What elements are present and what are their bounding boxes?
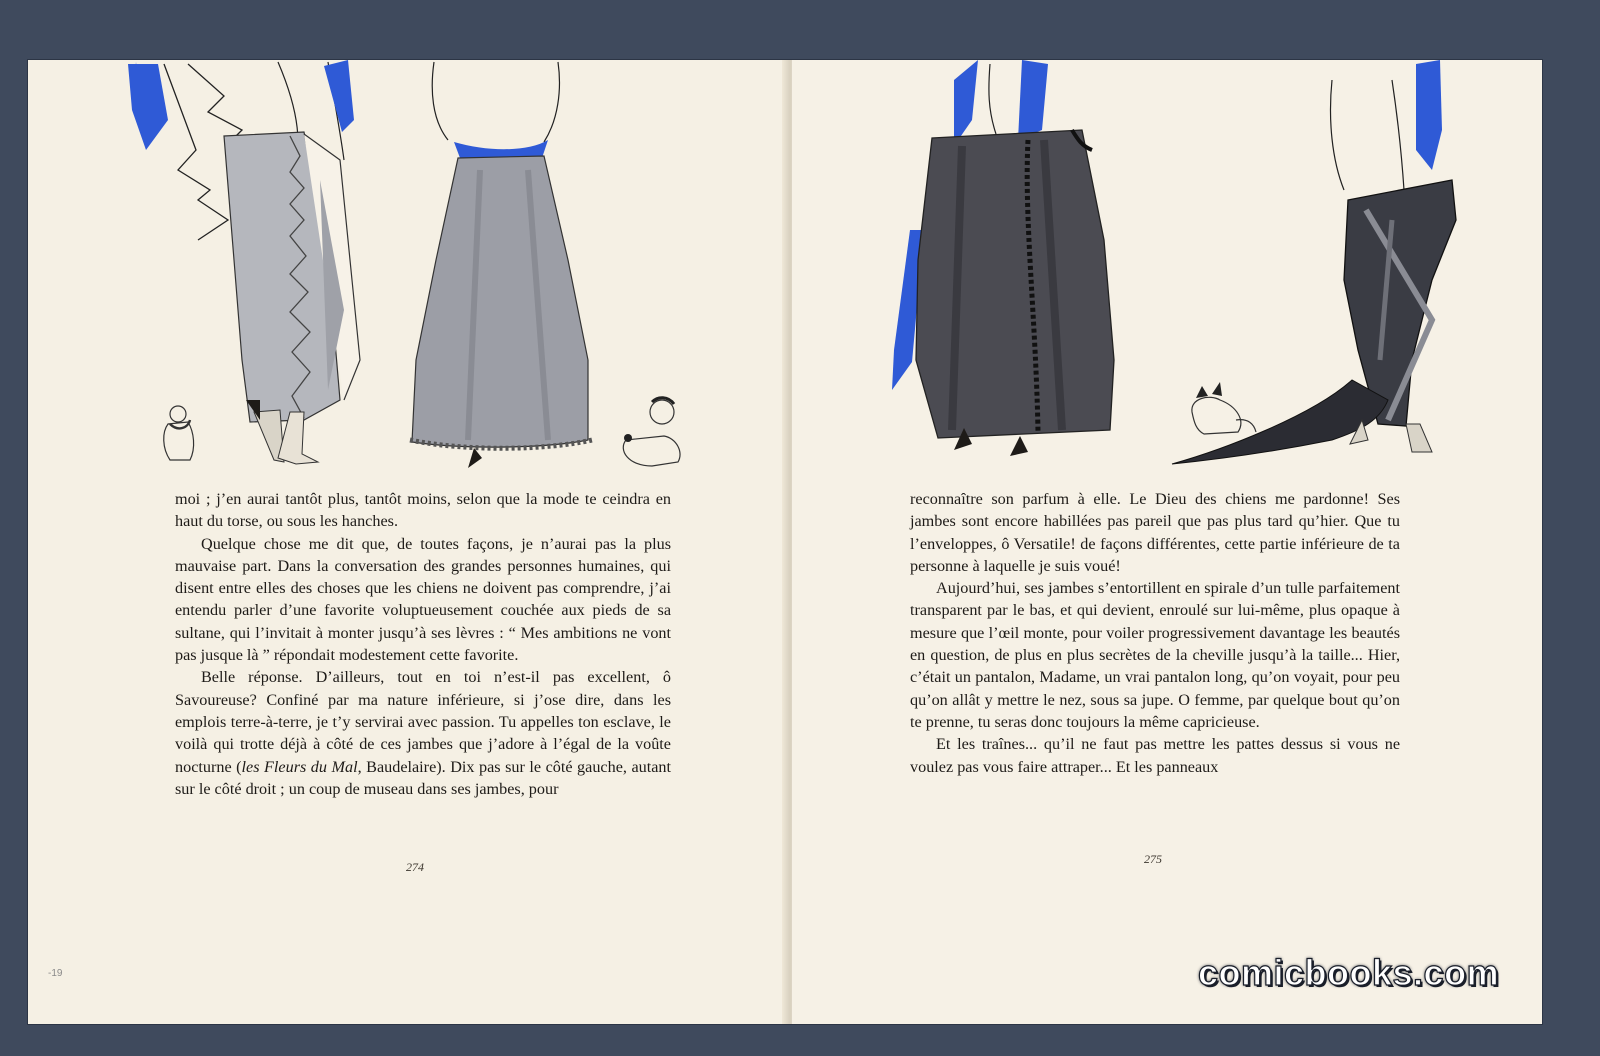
right-page-text <box>910 488 1400 778</box>
paragraph-3-start: Belle réponse. D’ailleurs, tout en toi n’est-il pas excellent, ô Savoureuse? Confiné par ma nature inférieure, si j’ose dire, dans les emplois terre-à-terre, je t’y servirai avec passion. Tu appelles ton esclave, le voilà qui trotte déjà à côté de ces jambes que j’adore à l’égal de la voûte nocturne ( <box>175 668 671 776</box>
dog-right <box>623 398 680 466</box>
book-spread <box>28 60 1542 1024</box>
paragraph-2: Quelque chose me dit que, de toutes façons, je n’aurai pas la plus mauvaise part. Dans la conversation des grandes personnes humaines, qui disent entre elles des choses que les chiens ne doivent pas comprendre, j’ai entendu parler d’une favorite voluptueusement couchée aux pieds de sa sultane, qui l’invitait à monter jusqu’à ses lèvres : “ Mes ambitions ne vont pas jusque là ” répondait modestement cette favorite. <box>175 534 671 665</box>
figure-dark-skirt <box>892 60 1114 456</box>
paragraph-3: Et les traînes... qu’il ne faut pas mettre les pattes dessus si vous ne voulez pas vous faire attraper... Et les panneaux <box>910 735 1400 776</box>
book-title-italic: les Fleurs du Mal <box>241 757 358 776</box>
left-page <box>28 60 788 1024</box>
paragraph-3 <box>175 666 671 800</box>
dog-left <box>164 406 194 460</box>
left-illustration <box>28 60 788 480</box>
figure-zigzag-skirt <box>128 60 360 464</box>
dog-small <box>1192 382 1256 434</box>
figure-flared-skirt <box>410 62 592 468</box>
paragraph-1: moi ; j’en aurai tantôt plus, tantôt moins, selon que la mode te ceindra en haut du torse, ou sous les hanches. <box>175 490 671 531</box>
paragraph-3-end: , Baudelaire). Dix pas sur le côté gauche, autant sur le côté droit ; un coup de museau dans ses jambes, pour <box>175 757 671 798</box>
right-page <box>792 60 1542 1024</box>
paragraph-1: reconnaître son parfum à elle. Le Dieu des chiens me pardonne! Ses jambes sont encore habillées pas pareil que pas plus tard qu’hier. Que tu l’enveloppes, ô Versatile! de façons différentes, cette partie inférieure de ta personne à laquelle je suis voué! <box>910 490 1400 575</box>
watermark-logo: comicbooks.com <box>1198 952 1500 993</box>
page-number: 275 <box>1144 852 1162 866</box>
right-illustration <box>792 60 1542 490</box>
paragraph-2: Aujourd’hui, ses jambes s’entortillent en spirale d’un tulle parfaitement transparent par le bas, et qui devient, enroulé sur lui-même, plus opaque à mesure que l’œil monte, pour voiler progressivement davantage les beautés en question, de plus en plus secrètes de la cheville jusqu’à la taille... Hier, c’était un pantalon, Madame, un vrai pantalon long, qu’on voyait, pour peu qu’on allât y mettre le nez, sous sa jupe. O femme, par quelque bout qu’on te prenne, tu seras donc toujours la même capricieuse. <box>910 579 1400 731</box>
page-number: 274 <box>406 860 424 874</box>
pencil-margin-note: -19 <box>48 968 63 979</box>
left-page-text <box>175 488 671 800</box>
